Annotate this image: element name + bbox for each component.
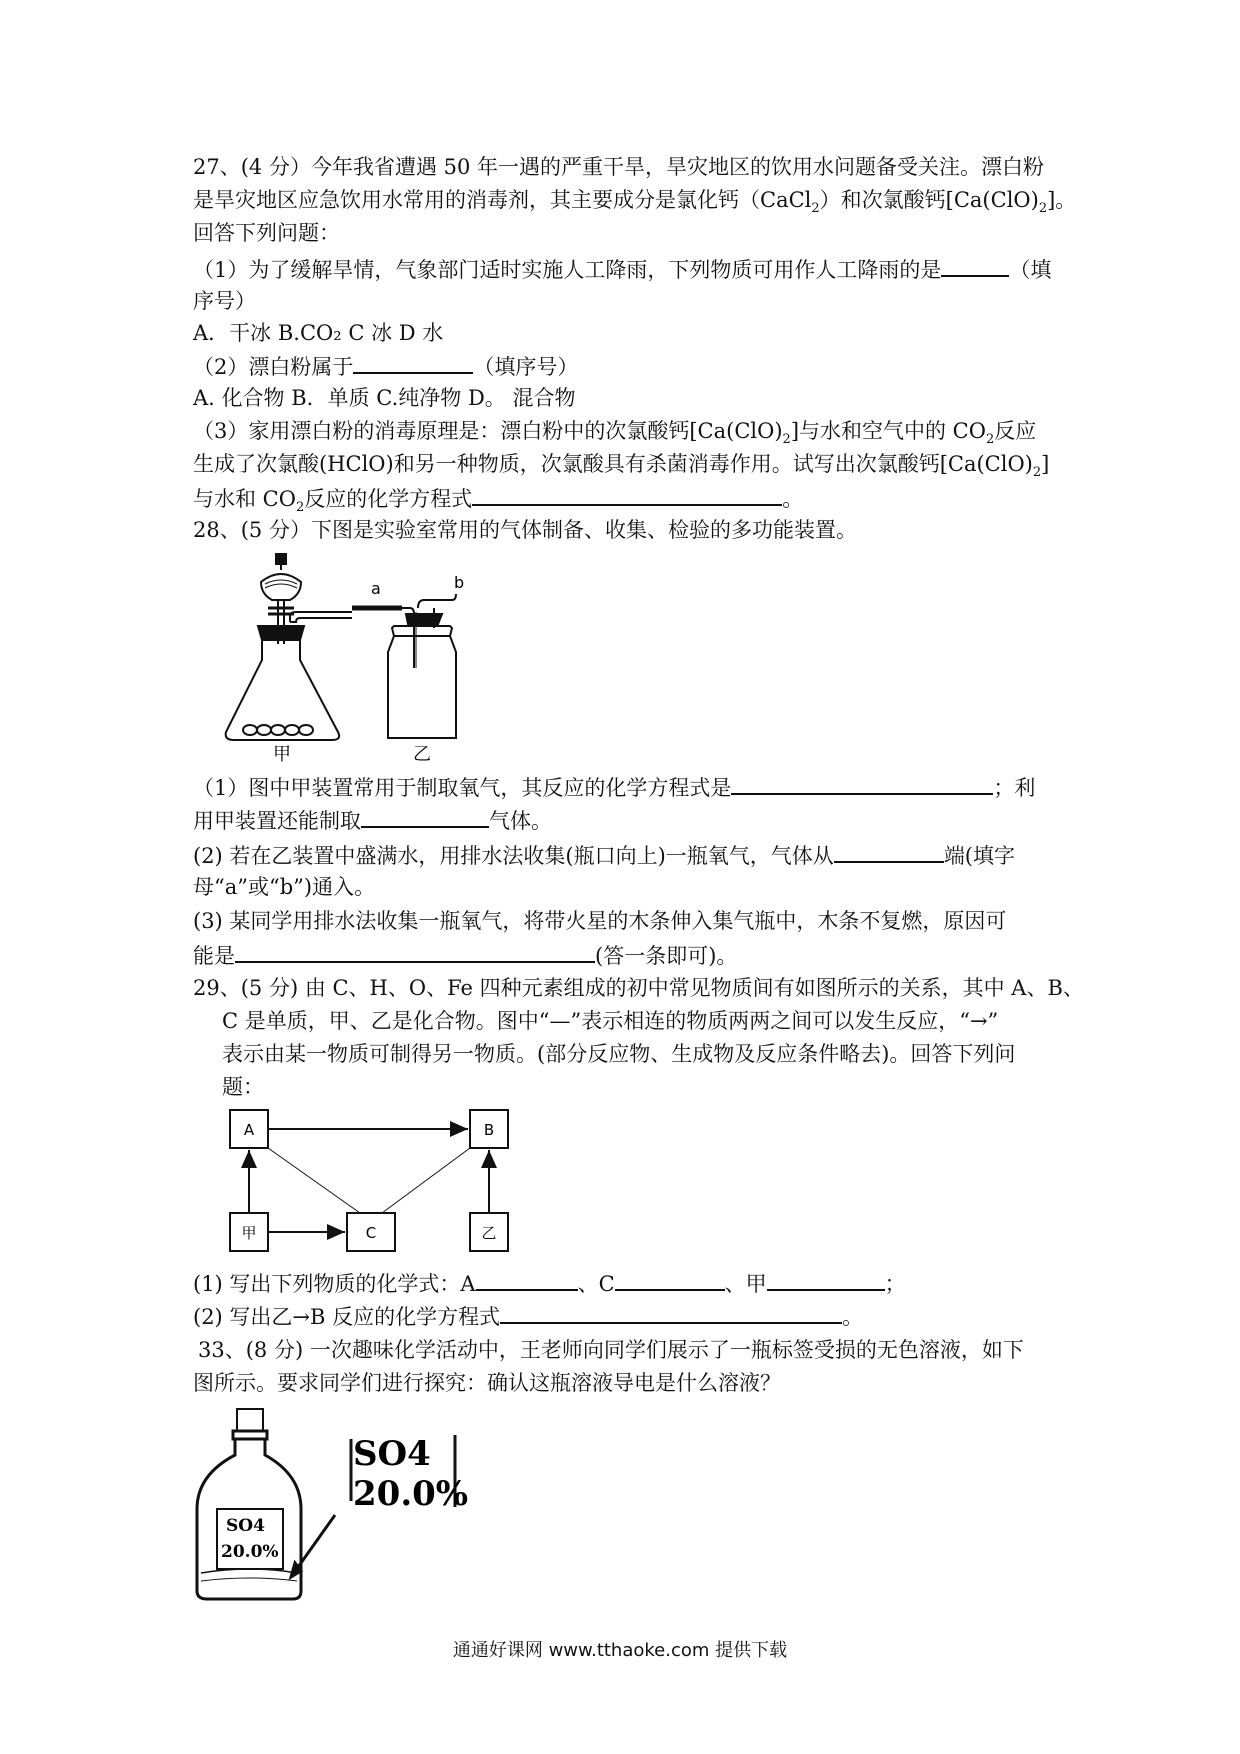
- q27-part3-line1: （3）家用漂白粉的消毒原理是：漂白粉中的次氯酸钙$[Ca(ClO)_2]$与水和空气中的 $CO_2$反应: [193, 419, 1037, 448]
- answer-blank[interactable]: [353, 350, 473, 374]
- node-jia: 甲: [241, 1224, 257, 1242]
- q27-intro-line2: 是旱灾地区应急饮用水常用的消毒剂，其主要成分是氯化钙（CaCl$_2$）和次氯酸钙$[Ca(ClO)_2]$。: [193, 188, 1077, 217]
- q27-intro-line1: 27、(4 分）今年我省遭遇 50 年一遇的严重干旱，旱灾地区的饮用水问题备受关注。漂白粉: [193, 155, 1045, 179]
- answer-blank[interactable]: [834, 839, 944, 863]
- q33-intro-line1: 33、(8 分) 一次趣味化学活动中，王老师向同学们展示了一瓶标签受损的无色溶液，如下: [198, 1338, 1024, 1362]
- node-a: A: [243, 1121, 255, 1139]
- q28-part1-line2: 用甲装置还能制取 气体。: [193, 804, 552, 836]
- q27-part1-line2: 序号）: [193, 289, 256, 313]
- q29-intro-line2: C 是单质，甲、乙是化合物。图中“—”表示相连的物质两两之间可以发生反应，“→”: [222, 1009, 999, 1033]
- q28-part2-line1: (2) 若在乙装置中盛满水，用排水法收集(瓶口向上)一瓶氧气，气体从 端(填字: [193, 839, 1015, 871]
- q28-part3-line2: 能是 (答一条即可)。: [193, 939, 737, 971]
- answer-blank[interactable]: [235, 939, 595, 963]
- q29-intro-line1: 29、(5 分) 由 C、H、O、Fe 四种元素组成的初中常见物质间有如图所示的关系，其中 A、B、: [193, 976, 1084, 1000]
- small-label-percent: 20.0%: [221, 1542, 279, 1562]
- q27-part2-options: A. 化合物 B．单质 C.纯净物 D。 混合物: [193, 386, 576, 410]
- q27-part1-line1: （1）为了缓解旱情，气象部门适时实施人工降雨，下列物质可用作人工降雨的是 （填: [193, 253, 1051, 285]
- label-a: a: [371, 579, 381, 598]
- relation-diagram: [220, 1100, 520, 1260]
- small-label-so4: SO4: [226, 1516, 265, 1536]
- q28-part1-line1: （1）图中甲装置常用于制取氧气，其反应的化学方程式是 ；利: [193, 771, 1035, 803]
- node-yi: 乙: [481, 1224, 497, 1242]
- q27-part3-line2: 生成了次氯酸(HClO)和另一种物质，次氯酸具有杀菌消毒作用。试写出次氯酸钙$[Ca(ClO)_2]$: [193, 452, 1050, 481]
- q27-intro-line3: 回答下列问题：: [193, 221, 340, 245]
- answer-blank[interactable]: [472, 482, 782, 506]
- apparatus-figure: [220, 548, 540, 763]
- answer-blank[interactable]: [476, 1267, 578, 1291]
- q29-part1-line: (1) 写出下列物质的化学式：A 、C 、甲 ；: [193, 1267, 906, 1299]
- gas-bottle-yi: [352, 554, 456, 738]
- answer-blank[interactable]: [731, 771, 993, 795]
- q29-intro-line3: 表示由某一物质可制得另一物质。(部分反应物、生成物及反应条件略去)。回答下列问: [222, 1042, 1016, 1066]
- q27-part2-line: （2）漂白粉属于 （填序号）: [193, 350, 578, 382]
- reagent-bottle-figure: [195, 1405, 485, 1605]
- answer-blank[interactable]: [500, 1300, 842, 1324]
- label-b: b: [454, 573, 465, 592]
- q29-part2-line: (2) 写出乙→B 反应的化学方程式 。: [193, 1300, 863, 1332]
- node-b: B: [483, 1121, 495, 1139]
- answer-blank[interactable]: [361, 804, 489, 828]
- answer-blank[interactable]: [941, 253, 1009, 277]
- answer-blank[interactable]: [767, 1267, 885, 1291]
- q29-intro-line4: 题：: [222, 1075, 264, 1099]
- node-c: C: [365, 1224, 377, 1242]
- zoom-label-percent: 20.0%: [353, 1474, 469, 1514]
- q28-part3-line1: (3) 某同学用排水法收集一瓶氧气，将带火星的木条伸入集气瓶中，木条不复燃，原因可: [193, 909, 1007, 933]
- link-c-b: [382, 1148, 470, 1213]
- zoom-label-so4: SO4: [353, 1434, 431, 1474]
- q27-part1-options: A．干冰 B.CO₂ C 冰 D 水: [193, 321, 444, 345]
- q27-part3-line3: 与水和 $CO_2$反应的化学方程式 。: [193, 482, 803, 514]
- q28-intro: 28、(5 分）下图是实验室常用的气体制备、收集、检验的多功能装置。: [193, 518, 857, 542]
- label-yi: 乙: [413, 744, 431, 763]
- label-jia: 甲: [273, 744, 291, 763]
- q33-intro-line2: 图所示。要求同学们进行探究：确认这瓶溶液导电是什么溶液？: [193, 1371, 781, 1395]
- q28-part2-line2: 母“a”或“b”)通入。: [193, 875, 376, 899]
- footer-source: 通通好课网 www.tthaoke.com 提供下载: [452, 1640, 788, 1661]
- flask-apparatus-jia: [226, 554, 352, 740]
- link-a-c: [268, 1148, 360, 1213]
- answer-blank[interactable]: [615, 1267, 725, 1291]
